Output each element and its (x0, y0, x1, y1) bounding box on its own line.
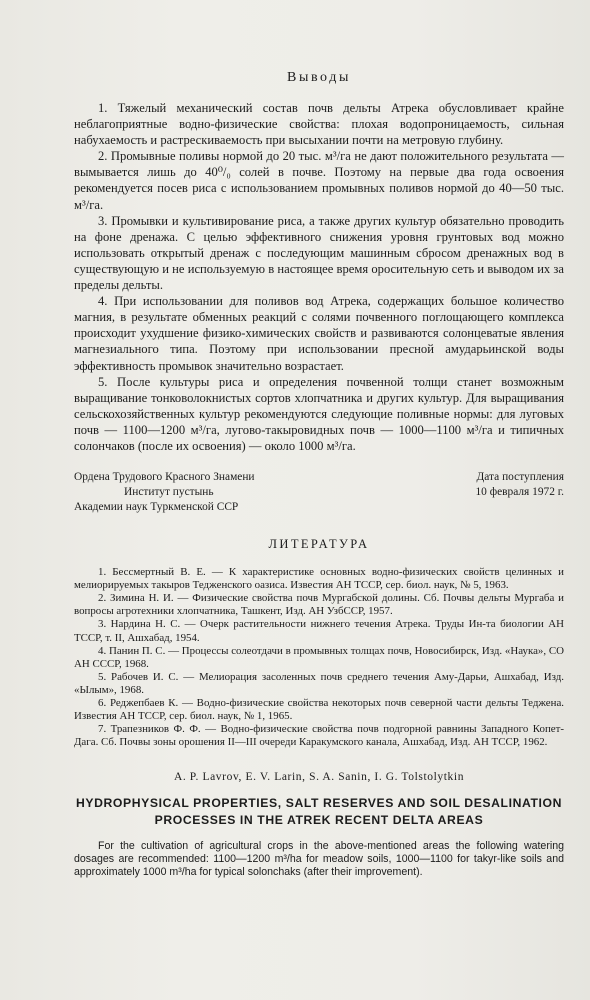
literature-heading: ЛИТЕРАТУРА (268, 537, 370, 552)
english-authors: A. P. Lavrov, E. V. Larin, S. A. Sanin, I. G. Tolstolytkin (173, 771, 465, 784)
reference-item: 3. Нардина Н. С. — Очерк растительности нижнего течения Атрека. Труды Ин-та биологии АН ТССР, т. II, Ашхабад, 1954. (74, 618, 564, 644)
conclusion-paragraph: 3. Промывки и культивирование риса, а также других культур обязательно проводить на фоне дренажа. С целью эффективного снижения уровня грунтовых вод можно использовать открытый дренаж с последующим машинным сбросом дренажных вод в существующую и не используемую в настоящее время оросительную сеть и выводом их за пределы дельты. (74, 213, 564, 293)
conclusion-paragraph: 1. Тяжелый механический состав почв дельты Атрека обусловливает крайне неблагоприятные водно-физические свойства: плохая водопроницаемость, сильная набухаемость и растрескиваемость при высыхании почти на метровую глубину. (74, 101, 564, 148)
reference-item: 5. Рабочев И. С. — Мелиорация засоленных почв среднего течения Аму-Дарьи, Ашхабад, Изд. «Ылым», 1968. (74, 670, 564, 696)
reference-item: 6. Реджепбаев К. — Водно-физические свойства некоторых почв северной части дельты Теджена. Известия АН ТССР, сер. биол. наук, № 1, 1965. (74, 697, 564, 723)
conclusion-paragraph: 4. При использовании для поливов вод Атрека, содержащих большое количество магния, в результате обменных реакций с солями почвенного поглощающего комплекса происходит ухудшение физико-химических свойств и развиваются солонцеватые явления магнезиального типа. Поэтому при использовании пресной амударьинской воды эффективность промывок значительно возрастает. (74, 294, 564, 373)
conclusion-paragraph: 2. Промывные поливы нормой до 20 тыс. м³/га не дают положительного результата — вымывается лишь до 40⁰/₀ солей в почве. Поэтому на первые два года освоения рекомендуется посев риса с использованием промывных поливов нормой до 40—50 тыс. м³/га. (74, 149, 564, 212)
institution-line: Ордена Трудового Красного Знамени (74, 471, 255, 484)
institution-line: Институт пустынь (124, 486, 214, 499)
reference-item: 7. Трапезников Ф. Ф. — Водно-физические свойства почв подгорной равнины Западного Копет-Дага. Сб. Почвы зоны орошения II—III очереди Каракумского канала, Ашхабад, Изд. АН ТССР, 1962. (74, 723, 564, 749)
institution-line: Академии наук Туркменской ССР (74, 501, 239, 514)
affiliation-block (74, 470, 564, 515)
english-title: HYDROPHYSICAL PROPERTIES, SALT RESERVES AND SOIL DESALINATION PROCESSES IN THE ATREK RECENT DELTA AREAS (75, 796, 563, 827)
received-label: Дата поступления (476, 471, 564, 484)
reference-item: 2. Зимина Н. И. — Физические свойства почв Мургабской долины. Сб. Почвы дельты Мургаба и вопросы агротехники хлопчатника, Ташкент, Изд. АН УзбССР, 1957. (74, 592, 564, 618)
conclusions-heading: Выводы (287, 70, 351, 85)
conclusion-paragraph: 5. После культуры риса и определения почвенной толщи станет возможным выращивание тонковолокнистых сортов хлопчатника и других культур. Для выращивания сельскохозяйственных культур рекомендуются следующие поливные нормы: для луговых почв — 1100—1200 м³/га, лугово-такыровидных почв — 1000—1100 м³/га и типичных солончаков (после их освоения) — около 1000 м³/га. (74, 374, 564, 453)
received-date: 10 февраля 1972 г. (475, 486, 564, 499)
reference-list (74, 566, 564, 749)
received-date-block (475, 470, 564, 515)
conclusions-section (74, 100, 564, 454)
reference-item: 1. Бессмертный В. Е. — К характеристике основных водно-физических свойств целинных и мелиорируемых такыров Теджeнского оазиса. Известия АН ТССР, сер. биол. наук, № 5, 1963. (74, 566, 564, 592)
english-summary: For the cultivation of agricultural crops in the above-mentioned areas the following watering dosages are recommended: 1100—1200 m³/ha for meadow soils, 1000—1100 for takyr-like soils and approximately 1000 m³/ha for typical solonchaks (after their improvement). (74, 840, 564, 879)
reference-item: 4. Панин П. С. — Процессы солеотдачи в промывных толщах почв, Новосибирск, Изд. «Наука», СО АН СССР, 1968. (74, 644, 564, 670)
institution (74, 470, 374, 515)
